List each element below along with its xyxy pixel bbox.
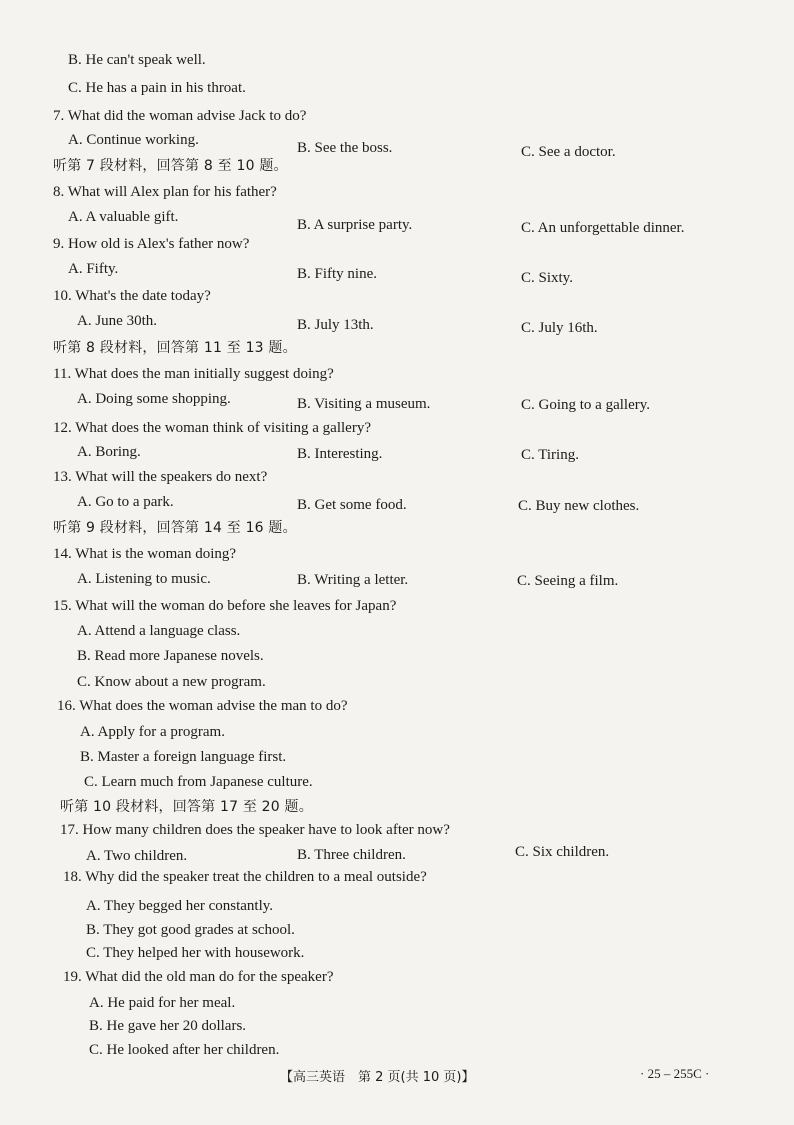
option-b: B. Three children.	[297, 847, 406, 863]
option-b: B. They got good grades at school.	[86, 922, 295, 938]
option-a: A. A valuable gift.	[68, 209, 179, 225]
section-heading: 听第 8 段材料，回答第 11 至 13 题。	[53, 340, 297, 356]
option-c: C. He looked after her children.	[89, 1042, 280, 1058]
option-a: A. Fifty.	[68, 261, 119, 277]
option-a: A. June 30th.	[77, 313, 157, 329]
question-7: 7. What did the woman advise Jack to do?	[53, 108, 307, 124]
option-c: C. An unforgettable dinner.	[521, 220, 685, 236]
question-13: 13. What will the speakers do next?	[53, 469, 268, 485]
option-a: A. Go to a park.	[77, 494, 174, 510]
option-b: B. Read more Japanese novels.	[77, 648, 264, 664]
question-17: 17. How many children does the speaker have to look after now?	[60, 822, 450, 838]
section-heading: 听第 10 段材料，回答第 17 至 20 题。	[60, 799, 313, 815]
option-c: C. Buy new clothes.	[518, 498, 640, 514]
option-c: C. Know about a new program.	[77, 674, 266, 690]
question-14: 14. What is the woman doing?	[53, 546, 237, 562]
option-c: C. Going to a gallery.	[521, 397, 651, 413]
section-heading: 听第 7 段材料，回答第 8 至 10 题。	[53, 158, 288, 174]
page-footer-label: 【高三英语 第 2 页(共 10 页)】	[280, 1070, 475, 1085]
option-c: C. Sixty.	[521, 270, 573, 286]
option-a: A. Continue working.	[68, 132, 199, 148]
option-c: C. July 16th.	[521, 320, 598, 336]
option-b: B. He gave her 20 dollars.	[89, 1018, 247, 1034]
question-10: 10. What's the date today?	[53, 288, 211, 304]
option-a: A. Doing some shopping.	[77, 391, 231, 407]
question-15: 15. What will the woman do before she leaves for Japan?	[53, 598, 397, 614]
option-c: C. Seeing a film.	[517, 573, 619, 589]
question-8: 8. What will Alex plan for his father?	[53, 184, 277, 200]
option-b: B. See the boss.	[297, 140, 393, 156]
exam-code: · 25 – 255C ·	[640, 1066, 710, 1081]
question-18: 18. Why did the speaker treat the children to a meal outside?	[63, 869, 427, 885]
option-c: C. Tiring.	[521, 447, 579, 463]
option-b: B. Writing a letter.	[297, 572, 409, 588]
option-b: B. Master a foreign language first.	[80, 749, 287, 765]
option-b: B. July 13th.	[297, 317, 374, 333]
option-b: B. Fifty nine.	[297, 266, 378, 282]
option-b: B. Get some food.	[297, 497, 407, 513]
question-16: 16. What does the woman advise the man to do?	[57, 698, 348, 714]
option-b: B. Interesting.	[297, 446, 383, 462]
option-a: A. He paid for her meal.	[89, 995, 236, 1011]
question-12: 12. What does the woman think of visiting a gallery?	[53, 420, 371, 436]
option-c: C. See a doctor.	[521, 144, 616, 160]
section-heading: 听第 9 段材料，回答第 14 至 16 题。	[53, 520, 297, 536]
option-line: C. He has a pain in his throat.	[68, 80, 246, 96]
option-a: A. Apply for a program.	[80, 724, 225, 740]
option-a: A. They begged her constantly.	[86, 898, 274, 914]
option-b: B. A surprise party.	[297, 217, 413, 233]
question-11: 11. What does the man initially suggest doing?	[53, 366, 334, 382]
question-9: 9. How old is Alex's father now?	[53, 236, 250, 252]
option-c: C. They helped her with housework.	[86, 945, 305, 961]
option-a: A. Attend a language class.	[77, 623, 241, 639]
option-c: C. Learn much from Japanese culture.	[84, 774, 313, 790]
option-a: A. Listening to music.	[77, 571, 211, 587]
option-a: A. Two children.	[86, 848, 188, 864]
option-c: C. Six children.	[515, 844, 610, 860]
option-line: B. He can't speak well.	[68, 52, 206, 68]
option-b: B. Visiting a museum.	[297, 396, 431, 412]
question-19: 19. What did the old man do for the speaker?	[63, 969, 334, 985]
option-a: A. Boring.	[77, 444, 141, 460]
